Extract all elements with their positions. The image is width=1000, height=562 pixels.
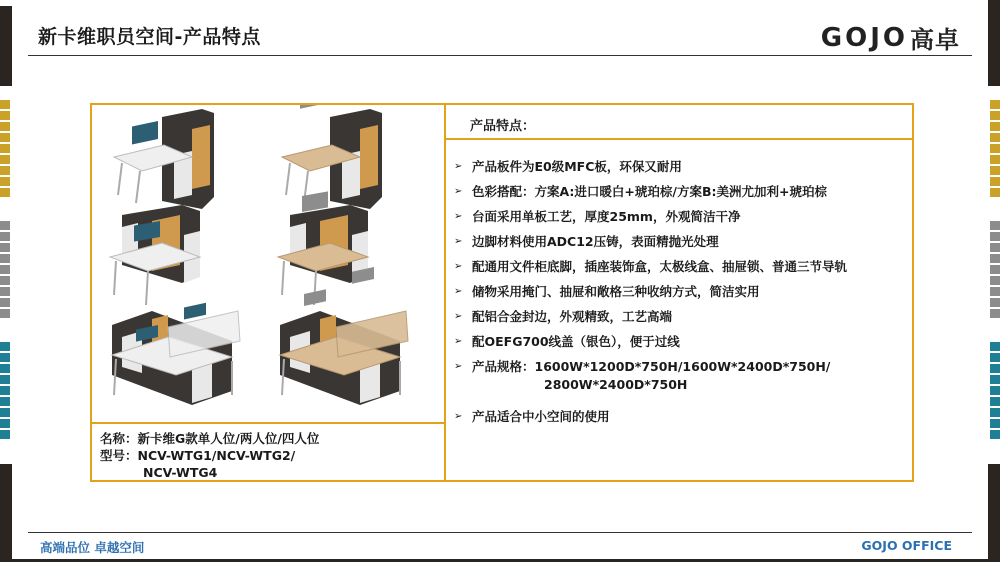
list-item: ➢ 储物采用掩门、抽屉和敞格三种收纳方式，简洁实用 bbox=[454, 283, 847, 308]
panel-right-divider bbox=[446, 138, 912, 140]
arrow-bullet-icon: ➢ bbox=[454, 286, 463, 297]
features-title: 产品特点： bbox=[470, 119, 536, 134]
corner-accent-bottom-right bbox=[988, 464, 1000, 562]
product-name: 名称：新卡维G款单人位/两人位/四人位 bbox=[100, 431, 320, 446]
single-desk-wood-image bbox=[282, 105, 382, 209]
arrow-bullet-icon: ➢ bbox=[454, 261, 463, 272]
brand-logo bbox=[821, 20, 960, 55]
right-stripe-gold bbox=[990, 100, 1000, 199]
arrow-bullet-icon: ➢ bbox=[454, 361, 463, 372]
list-item: ➢ 配铝合金封边，外观精致，工艺高端 bbox=[454, 308, 847, 333]
two-person-desk-wood-image bbox=[278, 191, 368, 305]
corner-accent-bottom-left bbox=[0, 464, 12, 562]
product-panel bbox=[90, 103, 914, 482]
left-stripe-teal bbox=[0, 342, 10, 441]
two-person-desk-white-image bbox=[110, 205, 200, 305]
list-item: ➢ 台面采用单板工艺，厚度25mm，外观简洁干净 bbox=[454, 208, 847, 233]
four-person-desk-wood-image bbox=[280, 267, 408, 405]
panel-left-divider bbox=[92, 422, 444, 424]
spec-line2: 2800W*2400D*750H bbox=[544, 377, 688, 392]
list-item: ➢ 产品板件为E0级MFC板，环保又耐用 bbox=[454, 158, 847, 183]
arrow-bullet-icon: ➢ bbox=[454, 336, 463, 347]
four-person-desk-white-image bbox=[112, 303, 240, 405]
spec-line1: 产品规格：1600W*1200D*750H/1600W*2400D*750H/ bbox=[472, 359, 831, 374]
arrow-bullet-icon: ➢ bbox=[454, 161, 463, 172]
arrow-bullet-icon: ➢ bbox=[454, 236, 463, 247]
corner-accent-top-left-h bbox=[0, 0, 1000, 6]
left-stripe-gold bbox=[0, 100, 10, 199]
right-stripe-teal bbox=[990, 342, 1000, 441]
arrow-bullet-icon: ➢ bbox=[454, 311, 463, 322]
corner-accent-top-left bbox=[0, 0, 12, 86]
footer-divider bbox=[28, 532, 972, 533]
logo-latin-text: GOJO bbox=[820, 22, 908, 53]
footer-slogan: 高端品位 卓越空间 bbox=[40, 540, 145, 555]
list-item: ➢ 产品适合中小空间的使用 bbox=[454, 408, 847, 433]
panel-vertical-divider bbox=[444, 105, 446, 480]
features-list bbox=[454, 158, 847, 433]
list-item-spec bbox=[454, 358, 847, 408]
header-divider bbox=[28, 55, 972, 56]
product-model-line1: 型号：NCV-WTG1/NCV-WTG2/ bbox=[100, 448, 296, 463]
single-desk-white-image bbox=[114, 109, 214, 209]
product-caption bbox=[100, 430, 319, 481]
footer-brand: GOJO OFFICE bbox=[861, 538, 952, 553]
arrow-bullet-icon: ➢ bbox=[454, 186, 463, 197]
right-stripe-gray bbox=[990, 221, 1000, 320]
product-images bbox=[92, 105, 444, 422]
page-title: 新卡维职员空间-产品特点 bbox=[38, 26, 261, 48]
logo-cn-text: 高卓 bbox=[910, 26, 960, 54]
product-illustrations bbox=[92, 105, 444, 422]
corner-accent-top-right bbox=[988, 0, 1000, 86]
left-stripe-gray bbox=[0, 221, 10, 320]
list-item: ➢ 边脚材料使用ADC12压铸，表面精抛光处理 bbox=[454, 233, 847, 258]
arrow-bullet-icon: ➢ bbox=[454, 411, 463, 422]
arrow-bullet-icon: ➢ bbox=[454, 211, 463, 222]
list-item: ➢ 配通用文件柜底脚，插座装饰盒，太极线盒、抽屉锁、普通三节导轨 bbox=[454, 258, 847, 283]
product-model-line2: NCV-WTG4 bbox=[143, 465, 218, 480]
list-item: ➢ 配OEFG700线盖（银色），便于过线 bbox=[454, 333, 847, 358]
list-item: ➢ 色彩搭配：方案A:进口暖白+琥珀棕/方案B:美洲尤加利+琥珀棕 bbox=[454, 183, 847, 208]
